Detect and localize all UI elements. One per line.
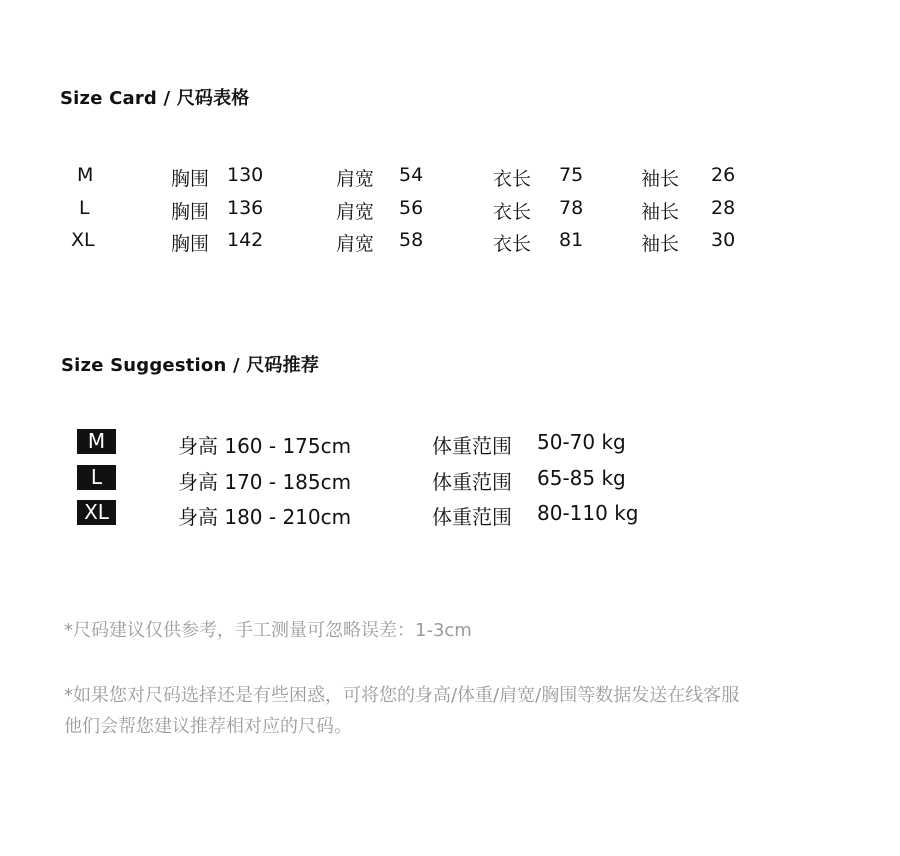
length-label: 衣长 (493, 201, 532, 223)
chest-label: 胸围 (171, 201, 210, 223)
chest-value: 142 (227, 229, 264, 251)
chest-value: 130 (227, 164, 264, 186)
length-label: 衣长 (493, 233, 532, 255)
weight-range: 80-110 kg (537, 501, 639, 525)
size-badge: L (77, 465, 116, 490)
contact-note-line2: 他们会帮您建议推荐相对应的尺码。 (64, 716, 352, 737)
chest-label: 胸围 (171, 233, 210, 255)
sleeve-label: 袖长 (641, 233, 680, 255)
size-suggestion-row-m (0, 429, 900, 461)
height-range: 身高 160 - 175cm (178, 434, 352, 458)
shoulder-label: 肩宽 (336, 201, 375, 223)
sleeve-label: 袖长 (641, 201, 680, 223)
size-badge: XL (77, 500, 116, 525)
shoulder-value: 56 (399, 197, 424, 219)
length-value: 81 (559, 229, 584, 251)
measurement-note: *尺码建议仅供参考，手工测量可忽略误差：1-3cm (64, 620, 472, 641)
size-label: XL (71, 229, 95, 251)
size-label: M (77, 164, 94, 186)
shoulder-value: 54 (399, 164, 424, 186)
size-label: L (79, 197, 90, 219)
weight-range: 50-70 kg (537, 430, 626, 454)
size-card-row-m (0, 164, 900, 194)
size-card-heading: Size Card / 尺码表格 (60, 88, 250, 109)
weight-range: 65-85 kg (537, 466, 626, 490)
length-value: 75 (559, 164, 584, 186)
size-suggestion-heading: Size Suggestion / 尺码推荐 (61, 355, 320, 376)
shoulder-label: 肩宽 (336, 233, 375, 255)
contact-note-line1: *如果您对尺码选择还是有些困惑，可将您的身高/体重/肩宽/胸围等数据发送在线客服 (64, 685, 740, 706)
sleeve-label: 袖长 (641, 168, 680, 190)
length-label: 衣长 (493, 168, 532, 190)
chest-label: 胸围 (171, 168, 210, 190)
sleeve-value: 30 (711, 229, 736, 251)
shoulder-value: 58 (399, 229, 424, 251)
shoulder-label: 肩宽 (336, 168, 375, 190)
sleeve-value: 26 (711, 164, 736, 186)
weight-label: 体重范围 (432, 434, 512, 458)
size-suggestion-row-l (0, 465, 900, 497)
size-suggestion-row-xl (0, 500, 900, 532)
weight-label: 体重范围 (432, 470, 512, 494)
sleeve-value: 28 (711, 197, 736, 219)
chest-value: 136 (227, 197, 264, 219)
weight-label: 体重范围 (432, 505, 512, 529)
size-card-row-l (0, 197, 900, 227)
size-card-row-xl (0, 229, 900, 259)
height-range: 身高 170 - 185cm (178, 470, 352, 494)
size-badge: M (77, 429, 116, 454)
height-range: 身高 180 - 210cm (178, 505, 352, 529)
length-value: 78 (559, 197, 584, 219)
